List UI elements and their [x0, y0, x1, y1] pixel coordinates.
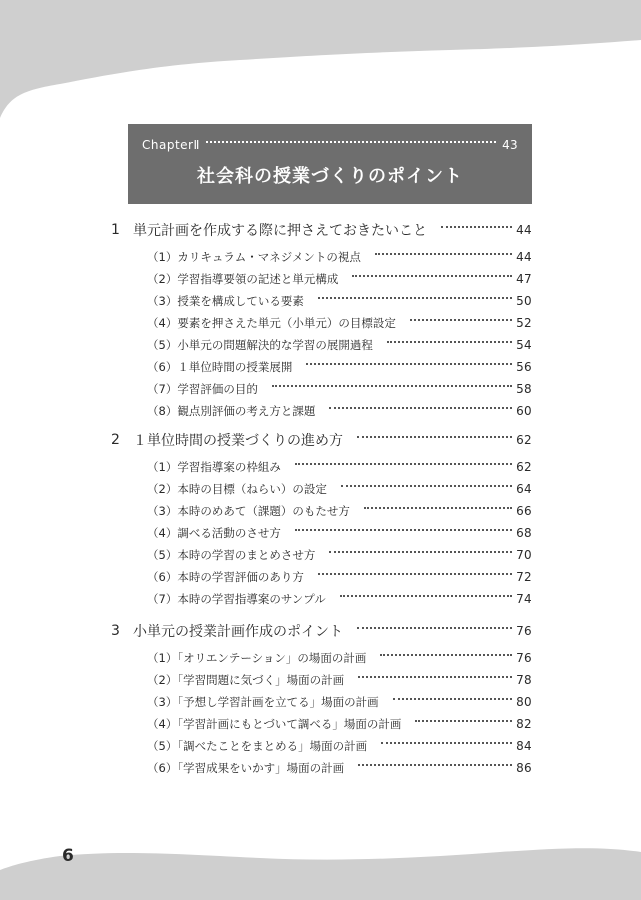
item-title: （4）要素を押さえた単元（小単元）の目標設定 — [147, 316, 396, 330]
item-page-number: 76 — [516, 651, 532, 665]
item-title: （3）本時のめあて（課題）のもたせ方 — [147, 504, 350, 518]
section-page-number: 44 — [516, 223, 532, 237]
item-page-number: 68 — [516, 526, 532, 540]
leader-dots — [358, 676, 512, 678]
toc-item[interactable] — [147, 525, 532, 541]
toc-item[interactable] — [147, 337, 532, 353]
item-page-number: 56 — [516, 360, 532, 374]
toc-item[interactable] — [147, 503, 532, 519]
toc-item[interactable] — [147, 694, 532, 710]
section-page-number: 62 — [516, 433, 532, 447]
item-title: （2）学習指導要領の記述と単元構成 — [147, 272, 339, 286]
item-title: （6）「学習成果をいかす」場面の計画 — [147, 761, 345, 775]
item-page-number: 52 — [516, 316, 532, 330]
item-title: （5）「調べたことをまとめる」場面の計画 — [147, 739, 368, 753]
section-title: 小単元の授業計画作成のポイント — [133, 624, 343, 640]
leader-dots — [340, 595, 512, 597]
item-page-number: 80 — [516, 695, 532, 709]
leader-dots — [393, 698, 513, 700]
item-page-number: 66 — [516, 504, 532, 518]
item-title: （6）１単位時間の授業展開 — [147, 360, 293, 374]
section-title: １単位時間の授業づくりの進め方 — [133, 433, 343, 449]
toc-item[interactable] — [147, 569, 532, 585]
chapter-title: 社会科の授業づくりのポイント — [197, 166, 463, 187]
footer-page-number: 6 — [62, 846, 74, 866]
item-title: （2）本時の目標（ねらい）の設定 — [147, 482, 327, 496]
toc-item[interactable] — [147, 249, 532, 265]
item-title: （7）学習評価の目的 — [147, 382, 258, 396]
leader-dots — [295, 463, 512, 465]
toc-item[interactable] — [147, 760, 532, 776]
toc-item[interactable] — [147, 716, 532, 732]
section-title: 単元計画を作成する際に押さえておきたいこと — [133, 223, 427, 239]
leader-dots — [364, 507, 512, 509]
item-page-number: 72 — [516, 570, 532, 584]
item-page-number: 70 — [516, 548, 532, 562]
item-page-number: 54 — [516, 338, 532, 352]
leader-dots — [387, 341, 512, 343]
item-page-number: 58 — [516, 382, 532, 396]
section-page-number: 76 — [516, 624, 532, 638]
leader-dots — [318, 573, 512, 575]
chapter-page-number: 43 — [502, 138, 518, 152]
item-page-number: 82 — [516, 717, 532, 731]
leader-dots — [380, 654, 512, 656]
toc-item[interactable] — [147, 672, 532, 688]
item-title: （1）カリキュラム・マネジメントの視点 — [147, 250, 361, 264]
item-page-number: 47 — [516, 272, 532, 286]
toc-item[interactable] — [147, 293, 532, 309]
leader-dots — [329, 407, 512, 409]
item-title: （1）「オリエンテーション」の場面の計画 — [147, 651, 367, 665]
item-page-number: 84 — [516, 739, 532, 753]
leader-dots — [341, 485, 512, 487]
item-page-number: 78 — [516, 673, 532, 687]
toc-item[interactable] — [147, 403, 532, 419]
leader-dots — [357, 436, 512, 438]
leader-dots — [306, 363, 512, 365]
section-number: 3 — [111, 623, 120, 639]
leader-dots — [329, 551, 512, 553]
leader-dots — [318, 297, 512, 299]
toc-item[interactable] — [147, 359, 532, 375]
item-title: （7）本時の学習指導案のサンプル — [147, 592, 326, 606]
toc-item[interactable] — [147, 315, 532, 331]
item-title: （6）本時の学習評価のあり方 — [147, 570, 304, 584]
toc-section-1[interactable] — [111, 220, 532, 240]
leader-dots — [415, 720, 512, 722]
leader-dots — [441, 226, 512, 228]
item-title: （3）「予想し学習計画を立てる」場面の計画 — [147, 695, 379, 709]
toc-item[interactable] — [147, 650, 532, 666]
toc-item[interactable] — [147, 547, 532, 563]
item-title: （1）学習指導案の枠組み — [147, 460, 281, 474]
leader-dots — [410, 319, 512, 321]
leader-dots — [381, 742, 512, 744]
toc-item[interactable] — [147, 459, 532, 475]
item-page-number: 44 — [516, 250, 532, 264]
item-title: （5）小単元の問題解決的な学習の展開過程 — [147, 338, 373, 352]
item-page-number: 74 — [516, 592, 532, 606]
item-page-number: 62 — [516, 460, 532, 474]
chapter-heading — [128, 124, 532, 204]
item-title: （3）授業を構成している要素 — [147, 294, 304, 308]
leader-dots — [295, 529, 512, 531]
leader-dots — [358, 764, 512, 766]
leader-dots — [357, 627, 512, 629]
item-title: （8）観点別評価の考え方と課題 — [147, 404, 316, 418]
leader-dots — [272, 385, 512, 387]
section-number: 1 — [111, 222, 120, 238]
item-page-number: 50 — [516, 294, 532, 308]
section-number: 2 — [111, 432, 120, 448]
leader-dots — [352, 275, 512, 277]
leader-dots — [375, 253, 512, 255]
item-page-number: 64 — [516, 482, 532, 496]
toc-section-3[interactable] — [111, 621, 532, 641]
toc-item[interactable] — [147, 591, 532, 607]
chapter-leader-dots — [206, 141, 496, 143]
item-page-number: 86 — [516, 761, 532, 775]
toc-section-2[interactable] — [111, 430, 532, 450]
item-title: （4）「学習計画にもとづいて調べる」場面の計画 — [147, 717, 402, 731]
toc-item[interactable] — [147, 481, 532, 497]
toc-item[interactable] — [147, 738, 532, 754]
toc-item[interactable] — [147, 271, 532, 287]
toc-item[interactable] — [147, 381, 532, 397]
chapter-label: ChapterⅡ — [142, 138, 200, 152]
item-title: （4）調べる活動のさせ方 — [147, 526, 281, 540]
item-page-number: 60 — [516, 404, 532, 418]
item-title: （2）「学習問題に気づく」場面の計画 — [147, 673, 345, 687]
item-title: （5）本時の学習のまとめさせ方 — [147, 548, 316, 562]
